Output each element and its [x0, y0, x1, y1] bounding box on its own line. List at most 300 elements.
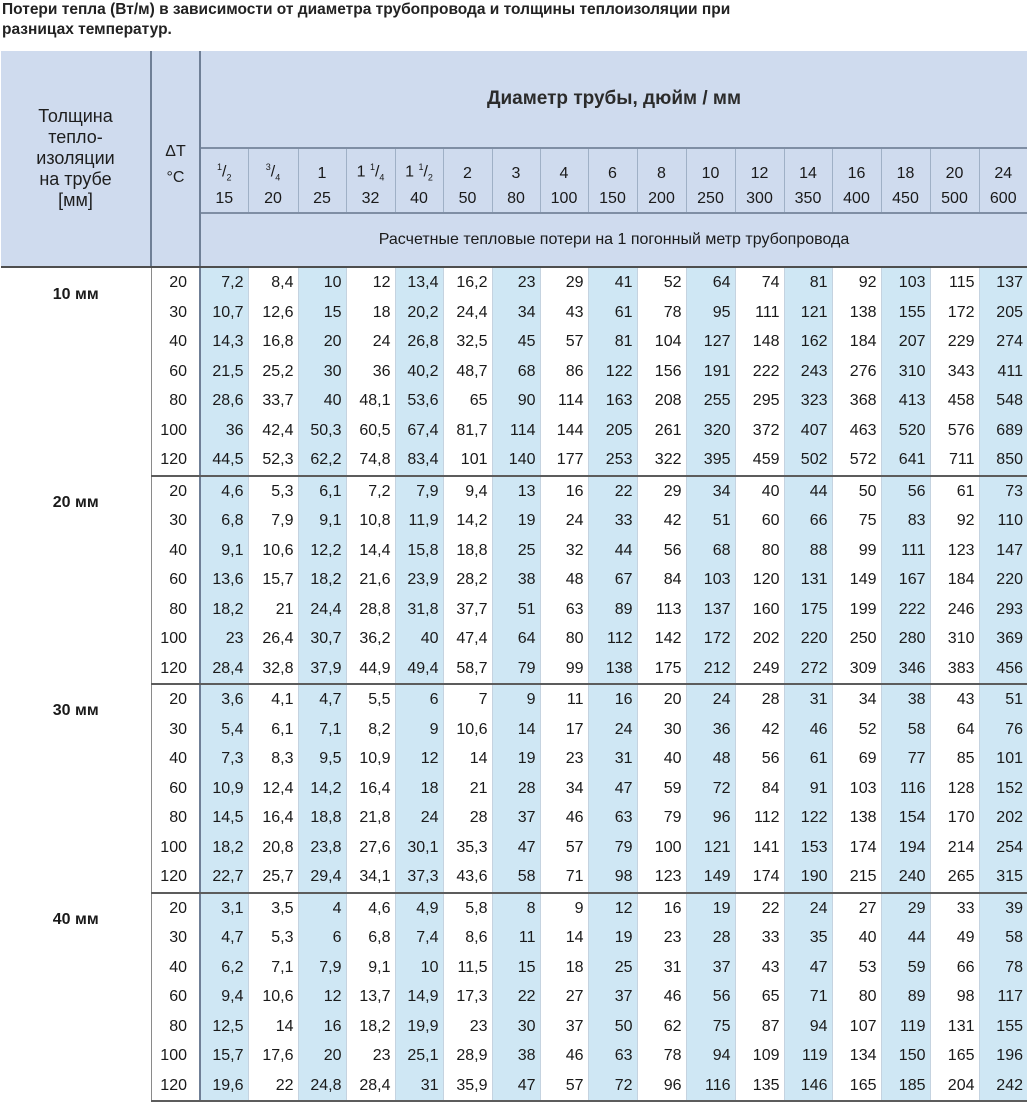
loss-value-cell: 21,6: [346, 565, 395, 595]
loss-value-cell: 83: [881, 506, 930, 536]
loss-value-cell: 72: [588, 1071, 637, 1102]
loss-value-cell: 31,8: [395, 595, 443, 625]
loss-value-cell: 116: [881, 774, 930, 804]
loss-value-cell: 32,8: [248, 654, 298, 685]
loss-value-cell: 15: [492, 953, 540, 983]
table-row: [1, 357, 1027, 387]
loss-value-cell: 78: [637, 1041, 686, 1071]
loss-value-cell: 32,5: [443, 327, 492, 357]
loss-value-cell: 48: [686, 744, 735, 774]
loss-value-cell: 215: [832, 862, 881, 893]
loss-value-cell: 61: [930, 476, 979, 507]
loss-value-cell: 3,5: [248, 893, 298, 924]
loss-value-cell: 548: [979, 386, 1027, 416]
loss-value-cell: 27: [540, 982, 588, 1012]
loss-value-cell: 81,7: [443, 416, 492, 446]
table-row: [1, 386, 1027, 416]
loss-value-cell: 114: [540, 386, 588, 416]
loss-value-cell: 51: [979, 684, 1027, 715]
loss-value-cell: 29,4: [298, 862, 346, 893]
loss-value-cell: 52: [832, 715, 881, 745]
loss-value-cell: 310: [930, 624, 979, 654]
loss-value-cell: 18,2: [200, 833, 248, 863]
loss-value-cell: 56: [637, 536, 686, 566]
loss-value-cell: 9,1: [200, 536, 248, 566]
loss-value-cell: 16,4: [248, 803, 298, 833]
loss-value-cell: 141: [735, 833, 784, 863]
loss-value-cell: 641: [881, 445, 930, 476]
table-row: [1, 565, 1027, 595]
loss-value-cell: 138: [588, 654, 637, 685]
loss-value-cell: 104: [637, 327, 686, 357]
loss-value-cell: 34: [686, 476, 735, 507]
loss-value-cell: 74,8: [346, 445, 395, 476]
loss-value-cell: 207: [881, 327, 930, 357]
loss-value-cell: 12: [298, 982, 346, 1012]
loss-value-cell: 229: [930, 327, 979, 357]
loss-value-cell: 14,3: [200, 327, 248, 357]
loss-value-cell: 69: [832, 744, 881, 774]
mm-size-cell: 32: [346, 185, 395, 213]
loss-value-cell: 103: [832, 774, 881, 804]
loss-value-cell: 274: [979, 327, 1027, 357]
loss-value-cell: 65: [443, 386, 492, 416]
loss-value-cell: 5,4: [200, 715, 248, 745]
loss-value-cell: 162: [784, 327, 832, 357]
loss-value-cell: 23: [492, 267, 540, 298]
table-row: [1, 1041, 1027, 1071]
loss-value-cell: 407: [784, 416, 832, 446]
loss-value-cell: 711: [930, 445, 979, 476]
loss-value-cell: 24,8: [298, 1071, 346, 1102]
loss-value-cell: 147: [979, 536, 1027, 566]
loss-value-cell: 46: [540, 1041, 588, 1071]
inch-denominator: 4: [379, 173, 385, 183]
loss-value-cell: 42: [735, 715, 784, 745]
loss-value-cell: 172: [930, 298, 979, 328]
loss-value-cell: 46: [540, 803, 588, 833]
loss-value-cell: 32: [540, 536, 588, 566]
loss-value-cell: 38: [881, 684, 930, 715]
loss-value-cell: 7,9: [248, 506, 298, 536]
inch-size-cell: [930, 148, 979, 185]
loss-value-cell: 7,1: [248, 953, 298, 983]
loss-value-cell: 10,6: [443, 715, 492, 745]
delta-t-value: 120: [151, 445, 200, 476]
loss-value-cell: 194: [881, 833, 930, 863]
loss-value-cell: 15: [298, 298, 346, 328]
loss-value-cell: 100: [637, 833, 686, 863]
loss-value-cell: 163: [588, 386, 637, 416]
loss-value-cell: 243: [784, 357, 832, 387]
loss-value-cell: 165: [930, 1041, 979, 1071]
loss-value-cell: 23,9: [395, 565, 443, 595]
inch-size-cell: [540, 148, 588, 185]
loss-value-cell: 28,6: [200, 386, 248, 416]
loss-value-cell: 12,6: [248, 298, 298, 328]
loss-value-cell: 33,7: [248, 386, 298, 416]
loss-value-cell: 520: [881, 416, 930, 446]
loss-value-cell: 148: [735, 327, 784, 357]
loss-value-cell: 242: [979, 1071, 1027, 1102]
loss-value-cell: 6: [298, 923, 346, 953]
loss-value-cell: 60: [735, 506, 784, 536]
loss-value-cell: 63: [540, 595, 588, 625]
inch-denominator: 2: [427, 173, 433, 183]
loss-value-cell: 76: [979, 715, 1027, 745]
loss-value-cell: 49,4: [395, 654, 443, 685]
loss-value-cell: 46: [637, 982, 686, 1012]
loss-value-cell: 10,8: [346, 506, 395, 536]
table-caption: Потери тепла (Вт/м) в зависимости от диаметра трубопровода и толщины теплоизоляции при разницах температур.: [2, 1, 731, 38]
loss-value-cell: 138: [832, 803, 881, 833]
delta-t-value: 100: [151, 624, 200, 654]
loss-value-cell: 3,1: [200, 893, 248, 924]
loss-value-cell: 31: [588, 744, 637, 774]
delta-t-value: 60: [151, 565, 200, 595]
mm-size-cell: 15: [200, 185, 248, 213]
loss-value-cell: 75: [686, 1012, 735, 1042]
loss-value-cell: 20: [298, 1041, 346, 1071]
loss-value-cell: 56: [881, 476, 930, 507]
loss-value-cell: 47: [492, 833, 540, 863]
thickness-value: 30 мм: [1, 684, 151, 893]
loss-value-cell: 10,6: [248, 536, 298, 566]
loss-value-cell: 85: [930, 744, 979, 774]
loss-value-cell: 122: [784, 803, 832, 833]
loss-value-cell: 131: [784, 565, 832, 595]
loss-value-cell: 30,1: [395, 833, 443, 863]
loss-value-cell: 50: [832, 476, 881, 507]
loss-value-cell: 36: [686, 715, 735, 745]
loss-value-cell: 51: [492, 595, 540, 625]
loss-value-cell: 33: [930, 893, 979, 924]
loss-value-cell: 44: [588, 536, 637, 566]
loss-value-cell: 19: [686, 893, 735, 924]
loss-value-cell: 80: [832, 982, 881, 1012]
loss-value-cell: 12,4: [248, 774, 298, 804]
mm-size-cell: 250: [686, 185, 735, 213]
loss-value-cell: 43: [735, 953, 784, 983]
loss-value-cell: 3,6: [200, 684, 248, 715]
loss-value-cell: 8,4: [248, 267, 298, 298]
loss-value-cell: 28: [735, 684, 784, 715]
loss-value-cell: 184: [832, 327, 881, 357]
loss-value-cell: 37: [588, 982, 637, 1012]
loss-value-cell: 92: [832, 267, 881, 298]
loss-value-cell: 35,9: [443, 1071, 492, 1102]
inch-size-value: [946, 165, 964, 183]
inch-size-value: [799, 165, 817, 183]
loss-value-cell: 56: [735, 744, 784, 774]
loss-value-cell: 44,5: [200, 445, 248, 476]
loss-value-cell: 9,4: [443, 476, 492, 507]
loss-value-cell: 53,6: [395, 386, 443, 416]
loss-value-cell: 48,7: [443, 357, 492, 387]
loss-value-cell: 17,6: [248, 1041, 298, 1071]
loss-value-cell: 413: [881, 386, 930, 416]
inch-size-cell: [735, 148, 784, 185]
loss-value-cell: 98: [588, 862, 637, 893]
inch-size-value: [463, 165, 472, 183]
loss-value-cell: 18,2: [346, 1012, 395, 1042]
delta-t-value: 80: [151, 595, 200, 625]
loss-value-cell: 502: [784, 445, 832, 476]
loss-value-cell: 37,3: [395, 862, 443, 893]
mm-size-cell: 450: [881, 185, 930, 213]
loss-value-cell: 10,6: [248, 982, 298, 1012]
loss-value-cell: 52,3: [248, 445, 298, 476]
loss-value-cell: 20: [298, 327, 346, 357]
loss-value-cell: 59: [637, 774, 686, 804]
loss-value-cell: 142: [637, 624, 686, 654]
loss-value-cell: 322: [637, 445, 686, 476]
loss-value-cell: 7,2: [346, 476, 395, 507]
loss-value-cell: 13,6: [200, 565, 248, 595]
loss-value-cell: 37,9: [298, 654, 346, 685]
loss-value-cell: 137: [686, 595, 735, 625]
loss-value-cell: 323: [784, 386, 832, 416]
loss-value-cell: 174: [735, 862, 784, 893]
loss-value-cell: 43: [540, 298, 588, 328]
inch-size-cell: [298, 148, 346, 185]
loss-value-cell: 14: [492, 715, 540, 745]
loss-value-cell: 35: [784, 923, 832, 953]
loss-value-cell: 67: [588, 565, 637, 595]
loss-value-cell: 23: [346, 1041, 395, 1071]
loss-value-cell: 33: [588, 506, 637, 536]
loss-value-cell: 6,8: [346, 923, 395, 953]
loss-value-cell: 22: [248, 1071, 298, 1102]
loss-value-cell: 19,6: [200, 1071, 248, 1102]
loss-value-cell: 28,4: [200, 654, 248, 685]
table-row: [1, 267, 1027, 298]
inch-size-value: [702, 165, 720, 183]
loss-value-cell: 30: [492, 1012, 540, 1042]
loss-value-cell: 222: [881, 595, 930, 625]
loss-value-cell: 123: [930, 536, 979, 566]
loss-value-cell: 40,2: [395, 357, 443, 387]
thickness-value: 40 мм: [1, 893, 151, 1102]
inch-whole: 10: [701, 165, 720, 182]
loss-value-cell: 50: [588, 1012, 637, 1042]
loss-value-cell: 9,1: [298, 506, 346, 536]
loss-value-cell: 18,2: [298, 565, 346, 595]
loss-value-cell: 79: [588, 833, 637, 863]
heat-loss-table: [1, 51, 1027, 1102]
inch-size-value: [657, 165, 666, 183]
table-row: [1, 744, 1027, 774]
loss-value-cell: 31: [395, 1071, 443, 1102]
loss-value-cell: 458: [930, 386, 979, 416]
loss-value-cell: 16: [298, 1012, 346, 1042]
loss-value-cell: 253: [588, 445, 637, 476]
loss-value-cell: 9: [395, 715, 443, 745]
loss-value-cell: 28: [443, 803, 492, 833]
loss-value-cell: 12,2: [298, 536, 346, 566]
table-row: [1, 982, 1027, 1012]
loss-value-cell: 63: [588, 803, 637, 833]
loss-value-cell: 220: [784, 624, 832, 654]
loss-value-cell: 383: [930, 654, 979, 685]
loss-value-cell: 24: [686, 684, 735, 715]
loss-value-cell: 16,2: [443, 267, 492, 298]
inch-size-value: [994, 165, 1012, 183]
loss-value-cell: 37: [540, 1012, 588, 1042]
loss-value-cell: 83,4: [395, 445, 443, 476]
loss-value-cell: 123: [637, 862, 686, 893]
loss-value-cell: 81: [588, 327, 637, 357]
loss-value-cell: 9,4: [200, 982, 248, 1012]
loss-value-cell: 154: [881, 803, 930, 833]
loss-value-cell: 57: [540, 327, 588, 357]
loss-value-cell: 44: [784, 476, 832, 507]
loss-value-cell: 175: [784, 595, 832, 625]
loss-value-cell: 99: [540, 654, 588, 685]
loss-value-cell: 134: [832, 1041, 881, 1071]
loss-value-cell: 7,3: [200, 744, 248, 774]
delta-t-value: 120: [151, 1071, 200, 1102]
loss-value-cell: 43,6: [443, 862, 492, 893]
loss-value-cell: 40: [637, 744, 686, 774]
loss-value-cell: 140: [492, 445, 540, 476]
delta-t-value: 40: [151, 327, 200, 357]
loss-value-cell: 8: [492, 893, 540, 924]
loss-value-cell: 30: [298, 357, 346, 387]
loss-value-cell: 16,8: [248, 327, 298, 357]
loss-value-cell: 246: [930, 595, 979, 625]
loss-value-cell: 110: [979, 506, 1027, 536]
loss-value-cell: 172: [686, 624, 735, 654]
loss-value-cell: 185: [881, 1071, 930, 1102]
loss-value-cell: 5,3: [248, 476, 298, 507]
thickness-value: 10 мм: [1, 267, 151, 476]
loss-value-cell: 64: [686, 267, 735, 298]
loss-value-cell: 73: [979, 476, 1027, 507]
loss-value-cell: 96: [686, 803, 735, 833]
loss-value-cell: 150: [881, 1041, 930, 1071]
delta-t-value: 80: [151, 386, 200, 416]
loss-value-cell: 24,4: [298, 595, 346, 625]
table-row: [1, 715, 1027, 745]
loss-value-cell: 25,2: [248, 357, 298, 387]
loss-value-cell: 28,8: [346, 595, 395, 625]
loss-value-cell: 138: [832, 298, 881, 328]
loss-value-cell: 315: [979, 862, 1027, 893]
loss-value-cell: 67,4: [395, 416, 443, 446]
loss-value-cell: 31: [784, 684, 832, 715]
loss-value-cell: 10,7: [200, 298, 248, 328]
loss-value-cell: 11: [540, 684, 588, 715]
loss-value-cell: 112: [588, 624, 637, 654]
delta-t-value: 30: [151, 298, 200, 328]
table-row: [1, 298, 1027, 328]
loss-value-cell: 156: [637, 357, 686, 387]
loss-value-cell: 14,2: [443, 506, 492, 536]
loss-value-cell: 74: [735, 267, 784, 298]
inch-size-cell: [979, 148, 1027, 185]
loss-value-cell: 190: [784, 862, 832, 893]
delta-t-value: 30: [151, 923, 200, 953]
loss-value-cell: 395: [686, 445, 735, 476]
loss-value-cell: 103: [686, 565, 735, 595]
loss-value-cell: 40: [735, 476, 784, 507]
loss-value-cell: 24: [588, 715, 637, 745]
thickness-value: 20 мм: [1, 476, 151, 685]
loss-value-cell: 4,1: [248, 684, 298, 715]
loss-value-cell: 29: [881, 893, 930, 924]
mm-size-cell: 40: [395, 185, 443, 213]
loss-value-cell: 280: [881, 624, 930, 654]
loss-value-cell: 18: [346, 298, 395, 328]
loss-value-cell: 9: [492, 684, 540, 715]
loss-value-cell: 29: [540, 267, 588, 298]
loss-value-cell: 6,1: [298, 476, 346, 507]
header-row-title: [1, 51, 1027, 148]
loss-value-cell: 94: [784, 1012, 832, 1042]
loss-value-cell: 47: [588, 774, 637, 804]
inch-size-value: 1 $^1/_4$: [356, 162, 385, 183]
loss-value-cell: 42,4: [248, 416, 298, 446]
loss-value-cell: 14,5: [200, 803, 248, 833]
delta-t-value: 120: [151, 862, 200, 893]
loss-value-cell: 14: [443, 744, 492, 774]
loss-value-cell: 6: [395, 684, 443, 715]
loss-value-cell: 13,7: [346, 982, 395, 1012]
delta-t-value: 20: [151, 893, 200, 924]
loss-value-cell: 456: [979, 654, 1027, 685]
inch-size-cell: [346, 148, 395, 185]
loss-value-cell: 205: [588, 416, 637, 446]
table-row: [1, 506, 1027, 536]
inch-whole: 2: [463, 165, 472, 182]
loss-value-cell: 122: [588, 357, 637, 387]
loss-value-cell: 14: [540, 923, 588, 953]
loss-value-cell: 66: [784, 506, 832, 536]
table-row: [1, 953, 1027, 983]
mm-size-cell: 600: [979, 185, 1027, 213]
inch-size-cell: [588, 148, 637, 185]
table-row: [1, 923, 1027, 953]
loss-value-cell: 81: [784, 267, 832, 298]
inch-whole: 1: [317, 165, 327, 182]
loss-value-cell: 22: [492, 982, 540, 1012]
loss-value-cell: 37,7: [443, 595, 492, 625]
loss-value-cell: 346: [881, 654, 930, 685]
loss-value-cell: 38: [492, 565, 540, 595]
loss-value-cell: 689: [979, 416, 1027, 446]
delta-t-unit: °C: [166, 168, 185, 186]
loss-value-cell: 21,5: [200, 357, 248, 387]
loss-value-cell: 149: [832, 565, 881, 595]
loss-value-cell: 146: [784, 1071, 832, 1102]
loss-value-cell: 9: [540, 893, 588, 924]
table-row: [1, 774, 1027, 804]
loss-value-cell: 26,4: [248, 624, 298, 654]
loss-value-cell: 28,4: [346, 1071, 395, 1102]
delta-t-value: 60: [151, 774, 200, 804]
loss-value-cell: 23: [540, 744, 588, 774]
inch-whole: 4: [559, 165, 569, 182]
loss-value-cell: 10: [395, 953, 443, 983]
inch-whole: 24: [994, 165, 1013, 182]
loss-value-cell: 7,9: [298, 953, 346, 983]
inch-size-value: $^1/_2$: [217, 162, 232, 183]
loss-value-cell: 295: [735, 386, 784, 416]
loss-value-cell: 184: [930, 565, 979, 595]
loss-value-cell: 131: [930, 1012, 979, 1042]
loss-value-cell: 26,8: [395, 327, 443, 357]
